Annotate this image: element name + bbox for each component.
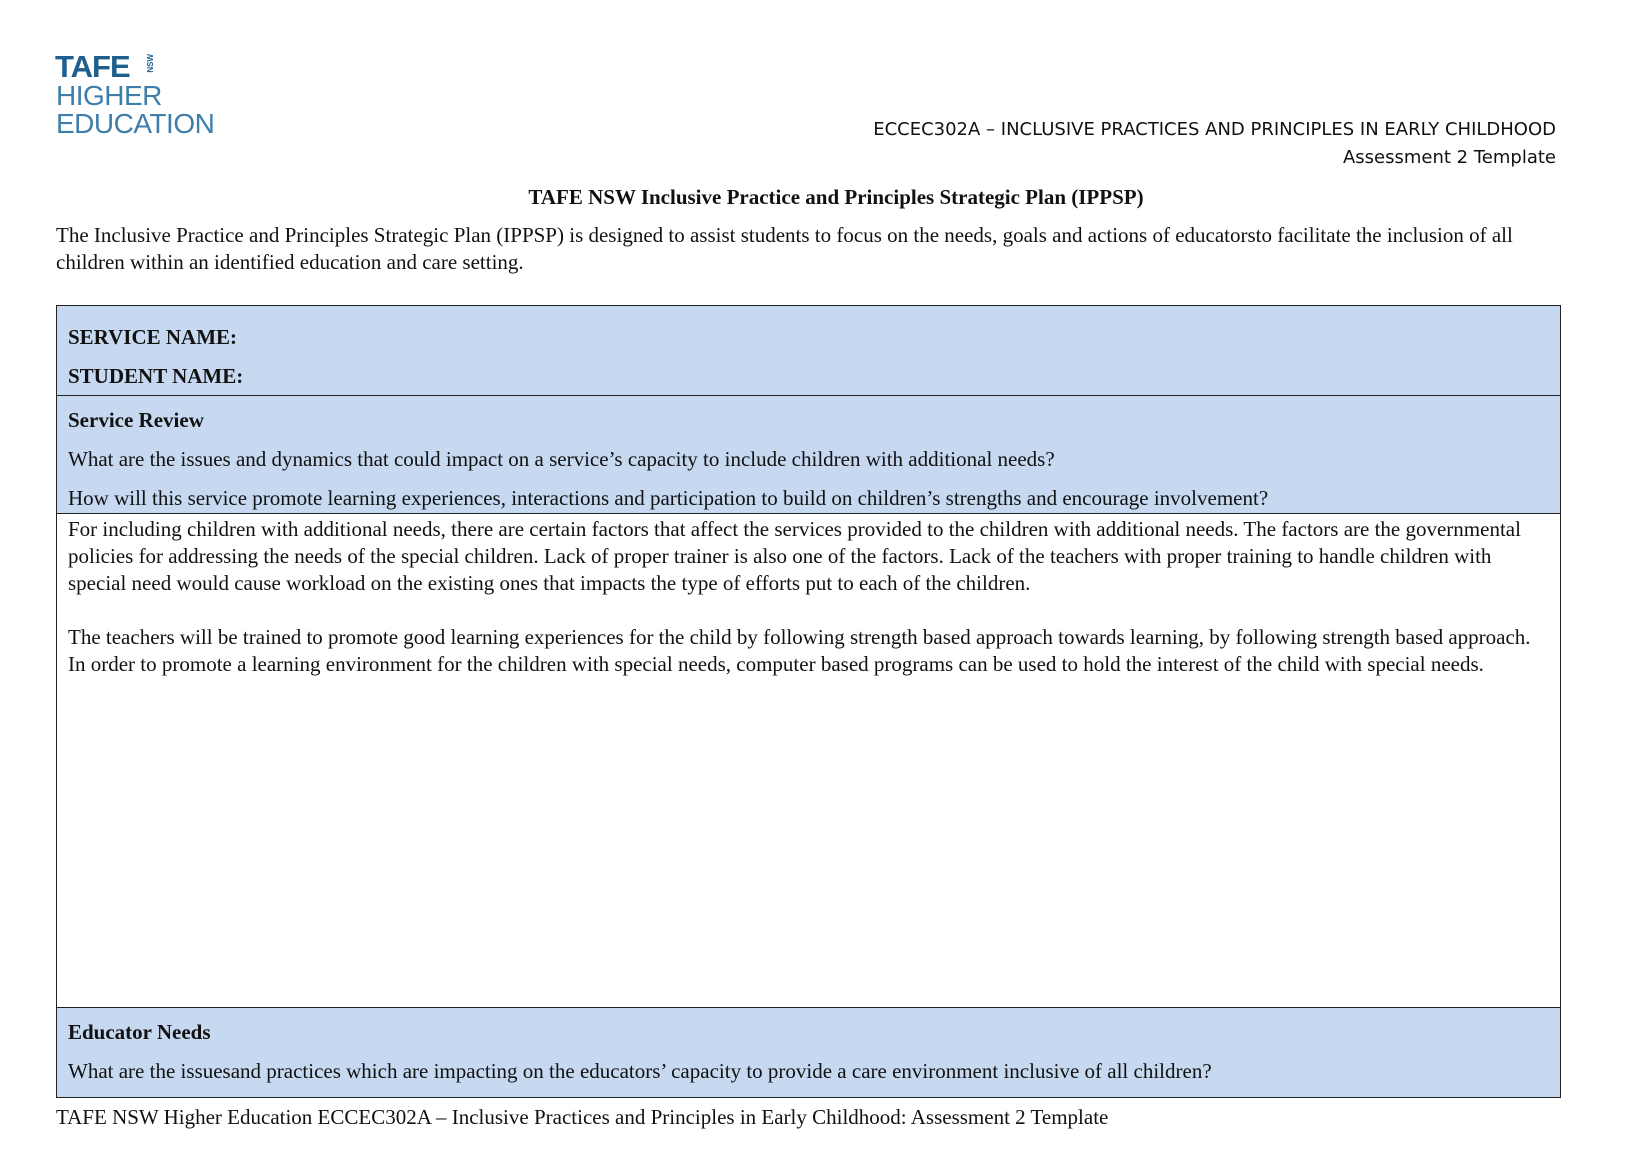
intro-paragraph: The Inclusive Practice and Principles Strategic Plan (IPPSP) is designed to assist students to focus on the needs, goals and actions of educatorsto facilitate the inclusion of all children within an identified education and care setting. bbox=[56, 223, 1513, 274]
service-review-heading: Service Review bbox=[68, 408, 204, 432]
document-header bbox=[873, 116, 1556, 172]
logo-education-text: EDUCATION bbox=[56, 108, 215, 139]
logo-tafe-text: TAFE bbox=[55, 49, 130, 84]
educator-needs-row bbox=[57, 1008, 1560, 1097]
logo-nsw-text: NSW bbox=[146, 54, 155, 73]
answer-paragraph-1: For including children with additional needs, there are certain factors that affect the services provided to the children with additional needs. The factors are the governmental policies for addressing the needs of the special children. Lack of proper trainer is also one of the factors. Lack of the teachers with proper training to handle children with special need would cause workload on the existing ones that impacts the type of efforts put to each of the children. bbox=[68, 517, 1521, 595]
unit-title: ECCEC302A – INCLUSIVE PRACTICES AND PRINCIPLES IN EARLY CHILDHOOD bbox=[873, 119, 1556, 140]
service-review-question-2: How will this service promote learning experiences, interactions and participation to build on children’s strengths and encourage involvement? bbox=[68, 486, 1269, 510]
answer-paragraph-2: The teachers will be trained to promote good learning experiences for the child by following strength based approach towards learning, by following strength based approach. In order to promote a learning environment for the children with special needs, computer based programs can be used to hold the interest of the child with special needs. bbox=[68, 625, 1531, 676]
page-title: TAFE NSW Inclusive Practice and Principles Strategic Plan (IPPSP) bbox=[528, 185, 1144, 209]
educator-needs-question: What are the issuesand practices which are impacting on the educators’ capacity to provide a care environment inclusive of all children? bbox=[68, 1059, 1212, 1083]
logo-higher-text: HIGHER bbox=[56, 80, 162, 111]
names-row bbox=[57, 306, 1560, 396]
student-name-label: STUDENT NAME: bbox=[68, 364, 244, 388]
service-review-row bbox=[57, 396, 1560, 514]
service-review-answer-cell[interactable] bbox=[57, 514, 1560, 1008]
assessment-subtitle: Assessment 2 Template bbox=[1342, 147, 1556, 168]
page-footer: TAFE NSW Higher Education ECCEC302A – Inclusive Practices and Principles in Early Childhood: Assessment 2 Template bbox=[56, 1105, 1109, 1129]
educator-needs-heading: Educator Needs bbox=[68, 1020, 211, 1044]
service-name-label: SERVICE NAME: bbox=[68, 325, 238, 349]
service-review-question-1: What are the issues and dynamics that could impact on a service’s capacity to include children with additional needs? bbox=[68, 447, 1055, 471]
strategic-plan-table bbox=[56, 305, 1561, 1098]
tafe-logo bbox=[55, 49, 255, 142]
